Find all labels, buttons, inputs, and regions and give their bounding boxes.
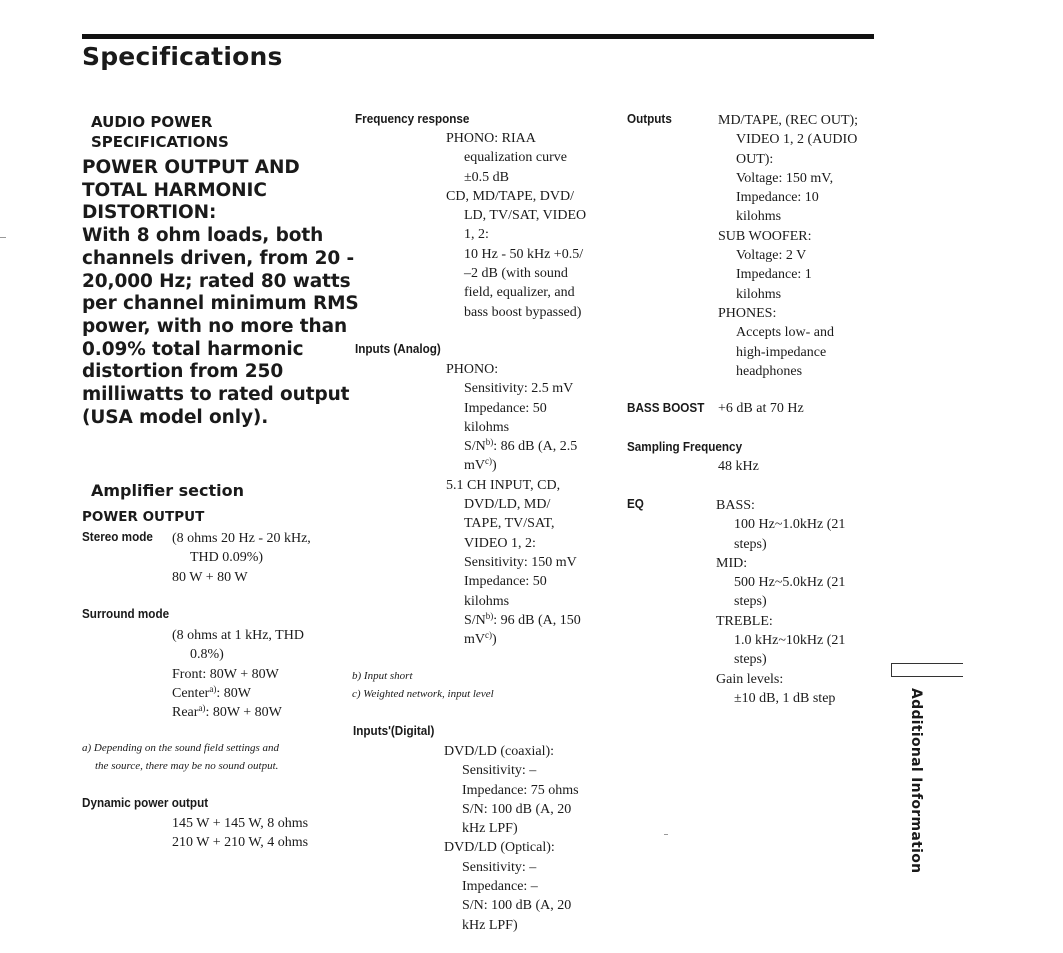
value-line: kilohms (464, 419, 510, 435)
value-line: TAPE, TV/SAT, (464, 516, 555, 532)
statement-line: distortion from 250 (82, 361, 284, 383)
sampling-frequency-value: 48 kHz (718, 459, 759, 474)
value-line: 145 W + 145 W, 8 ohms (172, 816, 309, 831)
sn-unit: mV (464, 458, 485, 474)
sn-label: S/N (464, 612, 486, 628)
center-value: : 80W (216, 685, 251, 701)
statement-line: TOTAL HARMONIC (82, 179, 267, 201)
statement-line: POWER OUTPUT AND (82, 157, 300, 178)
value-line: Sensitivity: – (462, 763, 537, 779)
rear-value: : 80W + 80W (205, 705, 282, 721)
value-line: equalization curve (464, 150, 568, 166)
value-line: steps) (734, 594, 767, 610)
value-line: field, equalizer, and (464, 285, 575, 301)
rear-line (172, 703, 304, 722)
value-line: Voltage: 2 V (736, 248, 807, 264)
statement-line: DISTORTION: (82, 202, 217, 224)
value-line: ±10 dB, 1 dB step (734, 690, 836, 706)
value-line: Impedance: 1 (736, 267, 812, 283)
value-line: DVD/LD, MD/ (464, 497, 551, 513)
value-line: SUB WOOFER: (718, 228, 812, 244)
sn-label: S/N (464, 439, 486, 455)
dynamic-power-label: Dynamic power output (82, 795, 209, 810)
value-line: VIDEO 1, 2 (AUDIO (736, 132, 858, 148)
audio-heading-line: SPECIFICATIONS (91, 133, 229, 151)
value-line: kHz LPF) (462, 917, 518, 933)
bass-boost-label: BASS BOOST (627, 400, 705, 415)
scan-speck (664, 834, 668, 835)
eq-label: EQ (627, 496, 644, 511)
inputs-digital-value (444, 742, 579, 935)
sn-unit-sup: c) (485, 456, 492, 467)
sn-unit-line (446, 630, 581, 649)
value-line: THD 0.09%) (190, 550, 264, 566)
footnote-a (82, 739, 279, 775)
rear-text: Rear (172, 705, 199, 721)
stereo-mode-label: Stereo mode (82, 529, 153, 544)
value-line: PHONO: RIAA (446, 131, 536, 146)
value-line: BASS: (716, 498, 755, 513)
value-line: DVD/LD (Optical): (444, 840, 555, 856)
value-line: Impedance: – (462, 879, 538, 895)
eq-value (716, 496, 845, 708)
sn-unit-sup: c) (485, 630, 492, 641)
frequency-response-value (446, 129, 586, 322)
statement-line: channels driven, from 20 - (82, 247, 355, 269)
value-line: Impedance: 10 (736, 190, 819, 206)
statement-line: 0.09% total harmonic (82, 338, 304, 360)
value-line: 80 W + 80 W (172, 569, 248, 585)
value-line: S/N: 100 dB (A, 20 (462, 898, 572, 914)
inputs-analog-label: Inputs (Analog) (355, 341, 441, 356)
value-line: headphones (736, 363, 803, 379)
section-tab-marker (891, 663, 963, 677)
value-line: high-impedance (736, 344, 827, 360)
value-line: kHz LPF) (462, 821, 518, 837)
value-line: steps) (734, 536, 767, 552)
sn-sup: b) (485, 610, 494, 621)
statement-line: With 8 ohm loads, both (82, 225, 324, 247)
sn-unit-line (446, 456, 581, 475)
footnote-line: a) Depending on the sound field settings and (82, 742, 280, 754)
value-line: Sensitivity: 150 mV (464, 554, 577, 570)
header-rule (82, 34, 874, 39)
value-line: Front: 80W + 80W (172, 666, 279, 682)
value-line: MD/TAPE, (REC OUT); (718, 113, 859, 128)
statement-line: power, with no more than (82, 315, 348, 337)
value-line: Gain levels: (716, 671, 784, 687)
value-line: Impedance: 50 (464, 574, 547, 590)
sn-close: ) (492, 458, 497, 474)
dynamic-power-value (172, 814, 308, 853)
outputs-value (718, 111, 858, 381)
value-line: bass boost bypassed) (464, 304, 582, 320)
value-line: 210 W + 210 W, 4 ohms (172, 835, 309, 851)
sn-line (446, 437, 581, 456)
statement-line: 20,000 Hz; rated 80 watts (82, 270, 351, 292)
value-line: CD, MD/TAPE, DVD/ (446, 188, 574, 204)
power-output-statement (82, 157, 359, 429)
sn-close: ) (492, 632, 497, 648)
value-line: MID: (716, 555, 748, 571)
center-text: Center (172, 685, 210, 701)
value-line: DVD/LD (coaxial): (444, 744, 555, 759)
sn-unit: mV (464, 632, 485, 648)
value-line: 100 Hz~1.0kHz (21 (734, 517, 846, 533)
inputs-analog-value (446, 360, 581, 649)
audio-power-heading (91, 112, 229, 152)
scan-speck (0, 237, 6, 238)
value-line: (8 ohms 20 Hz - 20 kHz, (172, 531, 311, 546)
frequency-response-label: Frequency response (355, 111, 470, 126)
power-output-label: POWER OUTPUT (82, 509, 205, 525)
value-line: kilohms (736, 286, 782, 302)
value-line: kilohms (736, 209, 782, 225)
statement-line: milliwatts to rated output (82, 384, 350, 406)
surround-mode-label: Surround mode (82, 606, 170, 621)
value-line: (8 ohms at 1 kHz, THD (172, 628, 304, 643)
value-line: 0.8%) (190, 647, 224, 663)
statement-line: per channel minimum RMS (82, 293, 359, 315)
value-line: –2 dB (with sound (464, 266, 568, 282)
value-line: 5.1 CH INPUT, CD, (446, 477, 561, 493)
value-line: 10 Hz - 50 kHz +0.5/ (464, 246, 584, 262)
value-line: steps) (734, 652, 767, 668)
inputs-digital-label: Inputs'(Digital) (353, 723, 435, 738)
center-sup: a) (209, 683, 217, 694)
value-line: OUT): (736, 151, 774, 167)
value-line: Sensitivity: – (462, 859, 537, 875)
sn-value: : 86 dB (A, 2.5 (493, 439, 578, 455)
value-line: 1.0 kHz~10kHz (21 (734, 633, 846, 649)
value-line: 1, 2: (464, 227, 489, 243)
value-line: TREBLE: (716, 613, 773, 629)
value-line: PHONES: (718, 305, 777, 321)
value-line: kilohms (464, 593, 510, 609)
sampling-frequency-label: Sampling Frequency (627, 439, 743, 454)
footnote-c: c) Weighted network, input level (352, 688, 494, 700)
value-line: S/N: 100 dB (A, 20 (462, 801, 572, 817)
sn-line (446, 611, 581, 630)
value-line: Impedance: 50 (464, 400, 547, 416)
outputs-label: Outputs (627, 111, 672, 126)
sn-sup: b) (485, 437, 494, 448)
footnote-line: the source, there may be no sound output. (95, 760, 279, 772)
value-line: 500 Hz~5.0kHz (21 (734, 575, 846, 591)
surround-mode-value (172, 626, 304, 722)
value-line: LD, TV/SAT, VIDEO (464, 208, 587, 224)
rear-sup: a) (198, 703, 206, 714)
footnote-b: b) Input short (352, 670, 413, 682)
center-line (172, 684, 304, 703)
value-line: ±0.5 dB (464, 169, 510, 185)
value-line: Impedance: 75 ohms (462, 782, 579, 798)
audio-heading-line: AUDIO POWER (91, 113, 213, 131)
bass-boost-value: +6 dB at 70 Hz (718, 401, 804, 416)
page-title: Specifications (82, 42, 283, 71)
stereo-mode-value (172, 529, 311, 587)
side-tab-label: Additional Information (908, 688, 924, 874)
value-line: Voltage: 150 mV, (736, 170, 834, 186)
value-line: Sensitivity: 2.5 mV (464, 381, 574, 397)
value-line: Accepts low- and (736, 325, 834, 341)
sn-value: : 96 dB (A, 150 (493, 612, 581, 628)
amplifier-section-heading: Amplifier section (91, 481, 245, 500)
value-line: VIDEO 1, 2: (464, 535, 536, 551)
statement-line: (USA model only). (82, 406, 269, 428)
value-line: PHONO: (446, 362, 499, 377)
